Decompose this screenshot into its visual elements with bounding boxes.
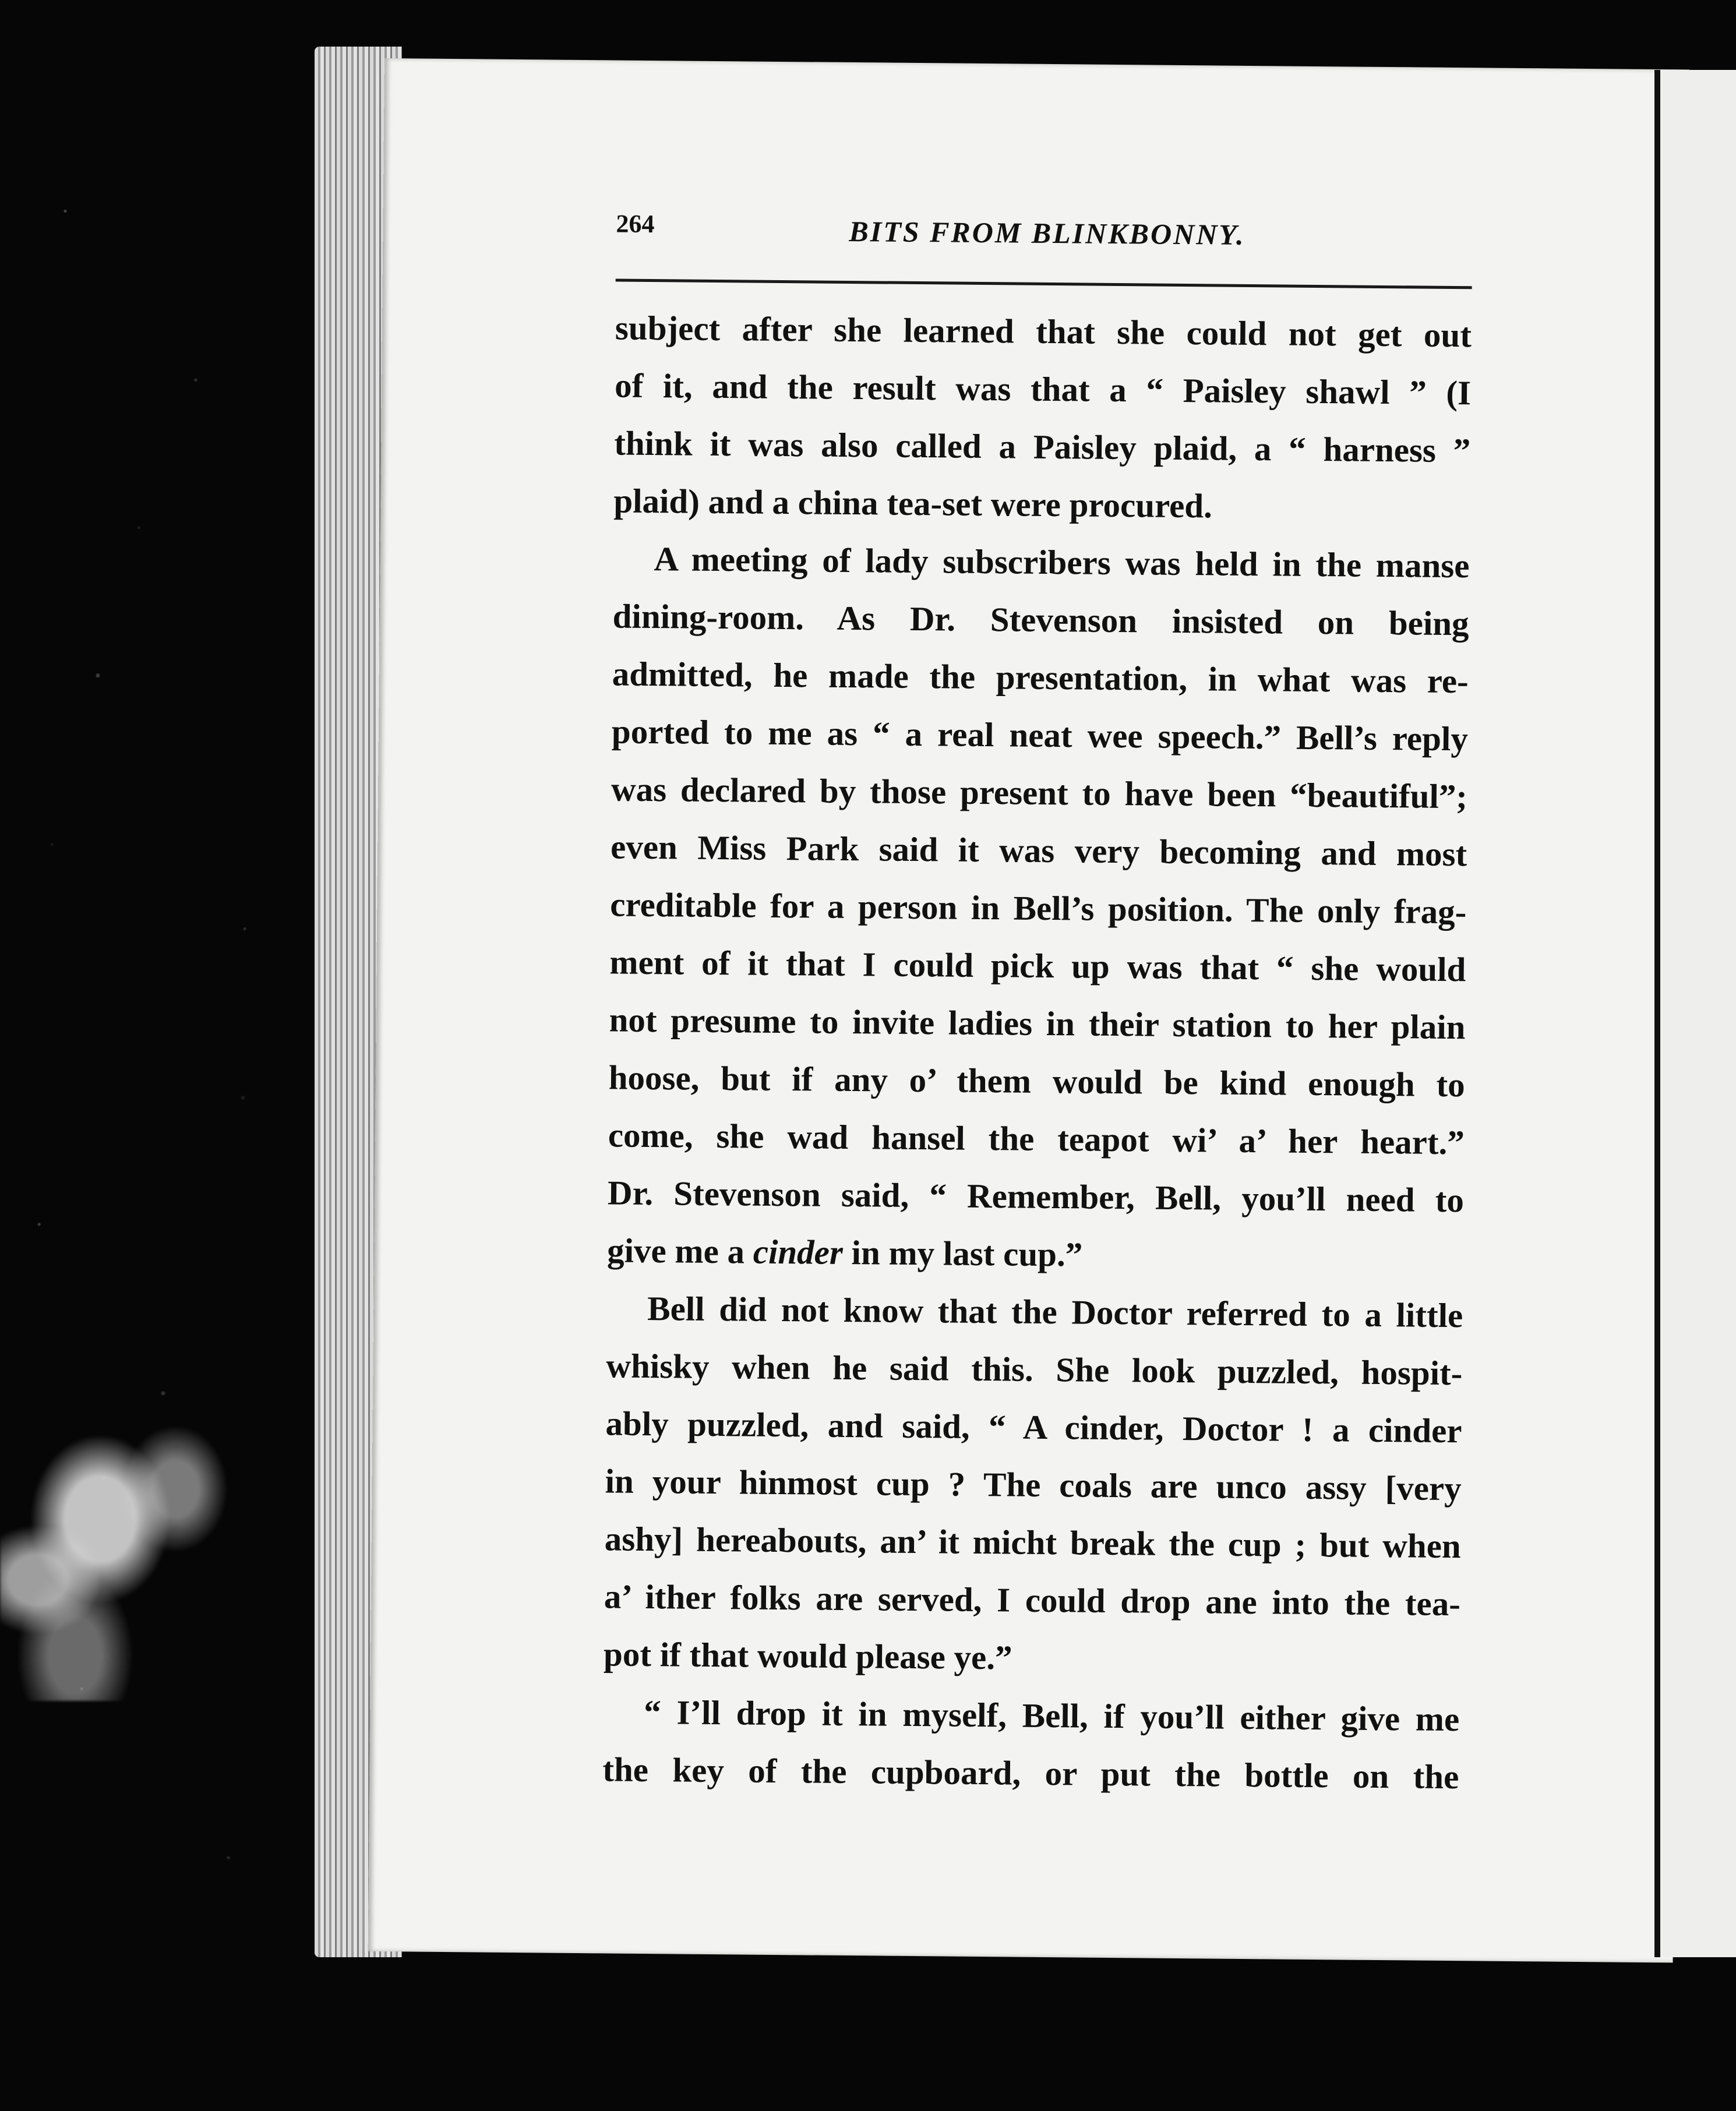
text-line: was declared by those present to have been “beautiful”; (611, 769, 1468, 816)
text-line: ported to me as “ a real neat wee speech.” Bell’s reply (611, 712, 1469, 758)
text-line: come, she wad hansel the teapot wi’ a’ her heart.” (608, 1115, 1465, 1162)
italic-word: cinder (753, 1232, 844, 1272)
text-line: Dr. Stevenson said, “ Remember, Bell, you’ll need to (607, 1173, 1465, 1220)
text-line: think it was also called a Paisley plaid, a “ harness ” (613, 423, 1471, 470)
text-line: ment of it that I could pick up was that “ she would (609, 942, 1466, 989)
text-line: in your hinmost cup ? The coals are unco assy [very (605, 1462, 1462, 1508)
text-line: “ I’ll drop it in myself, Bell, if you’ll either give me (643, 1692, 1460, 1739)
text-line: plaid) and a china tea-set were procured. (613, 481, 1213, 525)
text-line: Bell did not know that the Doctor referred to a little (647, 1289, 1463, 1335)
text-line: dining-room. As Dr. Stevenson insisted on being (612, 596, 1469, 643)
header-rule (616, 278, 1472, 289)
text-line: ably puzzled, and said, “ A cinder, Doctor ! a cinder (605, 1404, 1462, 1450)
page-number: 264 (616, 209, 655, 239)
book-page (368, 58, 1689, 1962)
text-line: admitted, he made the presentation, in what was re- (612, 654, 1469, 701)
text-line: even Miss Park said it was very becoming and most (610, 827, 1467, 874)
text-line: pot if that would please ye.” (603, 1635, 1012, 1677)
next-page-edge (1654, 70, 1736, 1957)
text-line: A meeting of lady subscribers was held in the manse (654, 539, 1470, 585)
text-line: hoose, but if any o’ them would be kind enough to (608, 1058, 1465, 1104)
text-line: give me a cinder in my last cup.” (606, 1231, 1083, 1274)
text-line: whisky when he said this. She look puzzled, hospit- (606, 1346, 1463, 1393)
text-line: the key of the cupboard, or put the bottle on the (602, 1750, 1459, 1796)
white-smudge-stain (0, 1398, 250, 1701)
body-text (602, 299, 1472, 1806)
page-header (616, 209, 1479, 280)
text-line: of it, and the result was that a “ Paisley shawl ” (I (614, 366, 1472, 412)
text-line: creditable for a person in Bell’s position. The only frag- (610, 885, 1467, 931)
dark-background-noise (0, 0, 326, 2111)
text-line: not presume to invite ladies in their station to her plain (609, 1000, 1466, 1047)
running-title: BITS FROM BLINKBONNY. (849, 214, 1245, 251)
text-line: ashy] hereabouts, an’ it micht break the cup ; but when (604, 1519, 1462, 1566)
text-line: a’ ither folks are served, I could drop ane into the tea- (604, 1577, 1461, 1623)
text-line: subject after she learned that she could not get out (615, 308, 1472, 355)
